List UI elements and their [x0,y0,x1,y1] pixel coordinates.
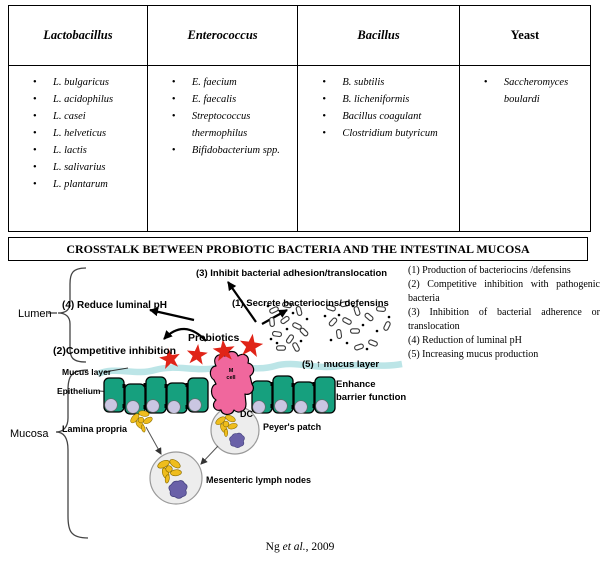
citation-year: , 2009 [305,541,335,553]
citation-author: Ng [265,541,283,553]
note-item: (5) Increasing mucus production [408,349,539,360]
figure-title-banner: CROSSTALK BETWEEN PROBIOTIC BACTERIA AND THE INTESTINAL MUCOSA [8,237,588,261]
species-item: • L. acidophilus [9,91,147,108]
species-item: • B. subtilis [298,74,459,91]
note-item: (1) Production of bacteriocins /defensins [408,265,571,276]
table-column-enterococcus [148,6,298,231]
species-item: • Bifidobacterium spp. [148,142,297,159]
column-header: Enterococcus [148,6,297,66]
species-item: • Clostridium butyricum [298,125,459,142]
species-item: • Saccheromyces boulardi [460,74,590,108]
label-lumen: Lumen [18,308,52,320]
label-mucus-increase: (5) ↑ mucus layer [302,359,380,370]
species-item: • E. faecium [148,74,297,91]
label-reduce-ph: (4) Reduce luminal pH [62,300,168,311]
label-secrete-bacteriocins: (1) Secrete bacteriocins/ defensins [232,298,389,309]
column-header: Bacillus [298,6,459,66]
species-item: • Bacillus coagulant [298,108,459,125]
species-item: • L. bulgaricus [9,74,147,91]
m-cell-label: M [228,368,234,374]
table-column-bacillus [298,6,460,231]
note-item: (3) Inhibition of bacterial adherence or translocation [408,307,600,332]
species-item: • E. faecalis [148,91,297,108]
species-list [298,74,459,142]
species-item: • L. salivarius [9,159,147,176]
label-lamina-propria: Lamina propria [62,424,128,434]
species-list [9,74,147,193]
label-epithelium: Epithelium [57,386,101,396]
note-item: (4) Reduction of luminal pH [408,335,522,346]
label-enhance-barrier: Enhance [336,379,376,390]
species-item: • L. lactis [9,142,147,159]
citation-etal: et al. [282,541,306,553]
label-peyers-patch: Peyer's patch [263,422,322,432]
m-cell [210,352,253,415]
note-item: (2) Competitive inhibition with pathogenic bacteria [408,279,600,304]
label-probiotics: Probiotics [188,332,240,344]
column-header: Lactobacillus [9,6,147,66]
label-enhance-barrier: barrier function [336,392,407,403]
label-mucus-layer: Mucus layer [62,367,112,377]
probiotic-genera-table [8,5,591,232]
species-list [460,74,590,108]
species-item: • L. helveticus [9,125,147,142]
label-dc: DC [240,409,253,419]
species-item: • B. licheniformis [298,91,459,108]
table-column-lactobacillus [9,6,148,231]
label-competitive-inhibition: (2)Competitive inhibition [53,345,177,357]
label-mesenteric-nodes: Mesenteric lymph nodes [206,475,312,485]
mechanism-notes [408,264,600,362]
species-item: • L. plantarum [9,176,147,193]
column-header: Yeast [460,6,590,66]
label-inhibit-adhesion: (3) Inhibit bacterial adhesion/translocation [196,268,388,279]
species-item: • L. casei [9,108,147,125]
table-column-yeast [460,6,590,231]
citation [0,541,600,553]
species-item: • Streptococcus thermophilus [148,108,297,142]
m-cell-label: cell [226,375,236,381]
species-list [148,74,297,159]
label-mucosa: Mucosa [10,428,49,440]
